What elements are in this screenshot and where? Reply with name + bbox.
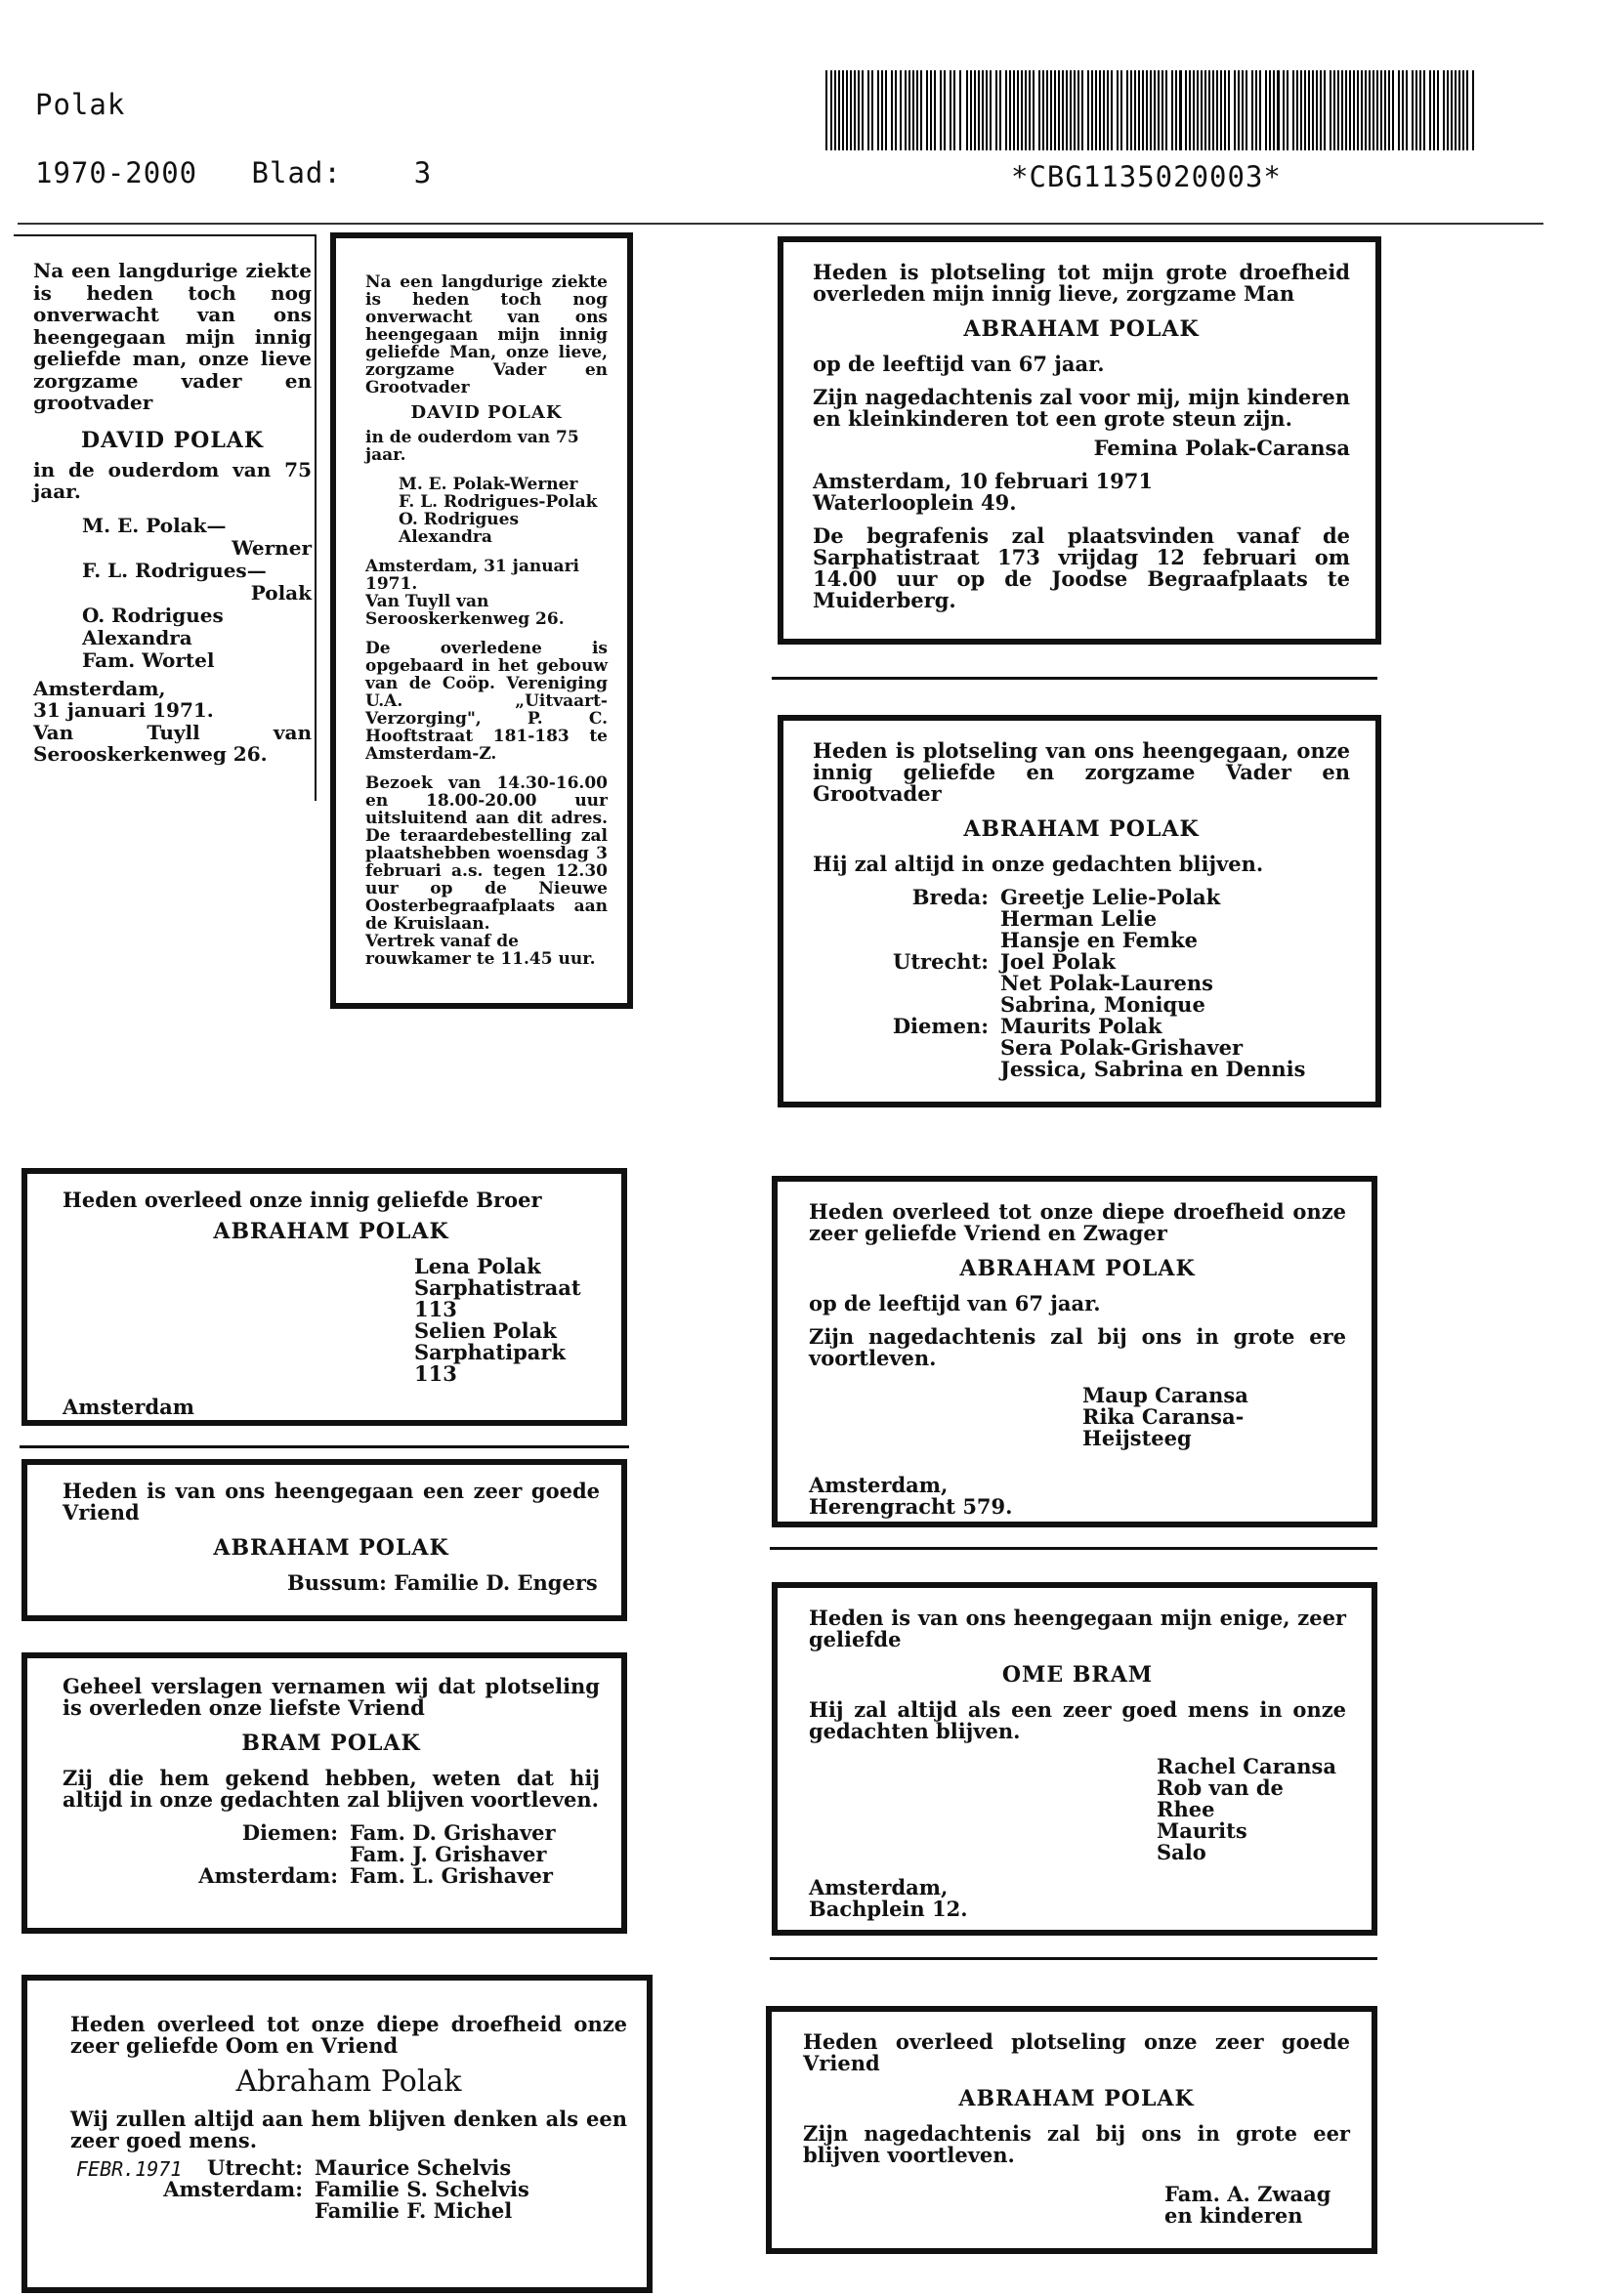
barcode-bar [970,70,972,150]
barcode-bar [930,70,932,150]
signers-list [63,1256,600,1385]
address: Bachplein 12. [809,1897,968,1921]
barcode-bar [950,70,951,150]
signers-list [809,1756,1346,1863]
barcode-bar [1429,70,1431,150]
barcode-bar [1009,70,1011,150]
signer: Fam. L. Grishaver [350,1863,553,1888]
signers-grid [27,1822,600,1887]
deceased-name: ABRAHAM POLAK [963,316,1200,342]
notice-intro: Heden overleed onze innig geliefde Broer [63,1188,542,1212]
barcode-bar [885,70,887,150]
notice-intro: Heden overleed plotseling onze zeer goede Vriend [803,2029,1350,2075]
signer: Joel Polak [1000,949,1116,974]
notice-abraham-polak-bussum [21,1459,627,1621]
barcode-bar [1308,70,1310,150]
family-list [365,476,608,546]
barcode-bar [1038,70,1040,150]
barcode-bar [1380,70,1382,150]
barcode-bar [1189,70,1191,150]
barcode-bar [1333,70,1335,150]
barcode-bar [920,70,922,150]
barcode-bar [1234,70,1236,150]
barcode-bar [877,70,879,150]
barcode-bar [926,70,928,150]
barcode-bar [1251,70,1253,150]
barcode-bar [1330,70,1331,150]
barcode-bar [834,70,836,150]
barcode-bar [1312,70,1314,150]
notice-abraham-polak-oom [21,1975,653,2293]
barcode-bar [1103,70,1105,150]
notice-abraham-polak-zwager [772,1176,1377,1527]
document-range-line [35,156,432,189]
signer-place: Breda: [911,885,989,909]
deceased-name: DAVID POLAK [80,427,264,453]
barcode-bar [912,70,914,150]
barcode-bar [934,70,936,150]
notice-abraham-polak-broer [21,1168,627,1426]
barcode-bar [1165,70,1167,150]
signer: Familie F. Michel [315,2198,513,2223]
barcode-bar [1283,70,1285,150]
signer: Sabrina, Monique [1000,992,1205,1017]
blad-number: 3 [413,156,433,189]
notice-david-polak-2 [330,232,633,1009]
family-member: Alexandra [82,625,192,649]
barcode-bar [1324,70,1326,150]
family-member: Fam. Wortel [82,647,215,672]
place: Amsterdam, [809,1473,949,1497]
barcode-bar [1111,70,1113,150]
barcode-bar [1021,70,1023,150]
signer: Maup Caransa [1082,1383,1248,1407]
divider [770,1547,1377,1550]
notice-intro: Heden overleed tot onze diepe droefheid onze zeer geliefde Oom en Vriend [70,2012,627,2058]
family-member: Werner [232,535,312,560]
address: Van Tuyll van Serooskerkenweg 26. [33,720,312,766]
barcode-bar [1451,70,1453,150]
barcode-bar [1242,70,1244,150]
signer-place: Utrecht: [207,2155,303,2180]
place-date: Amsterdam, 10 februari 1971 [813,469,1153,493]
barcode-bar [1373,70,1374,150]
barcode-bar [1447,70,1449,150]
signer: Maurice Schelvis [315,2155,512,2180]
signer: Selien Polak [414,1318,557,1343]
signer-place: Bussum: [287,1570,387,1595]
barcode-bar [1150,70,1152,150]
barcode-bar [850,70,852,150]
signer-names [350,1822,600,1865]
memory-line: Hij zal altijd als een zeer goed mens in onze gedachten blijven. [809,1697,1346,1743]
barcode-bar [1208,70,1210,150]
barcode-bar [838,70,840,150]
barcode-bar [1353,70,1355,150]
barcode-bar [871,70,873,150]
barcode-bar [1384,70,1386,150]
signer: Fam. A. Zwaag [1164,2182,1331,2206]
deceased-name: OME BRAM [1001,1662,1154,1688]
barcode-bar [966,70,968,150]
barcode-bar [1095,70,1097,150]
signer: en kinderen [1164,2203,1303,2228]
notice-intro: Na een langdurige ziekte is heden toch nog onverwacht van ons heengegaan mijn innig geliefde man, onze lieve zorgzame vader en grootvader [33,259,312,414]
barcode-bar [959,70,961,150]
barcode-bar [1402,70,1404,150]
barcode-bar [1179,70,1182,150]
divider [20,1445,629,1448]
barcode-bar [990,70,992,150]
barcode-bar [995,70,997,150]
year-range: 1970-2000 [35,156,198,189]
barcode-bar [1134,70,1136,150]
barcode-bar [1066,70,1068,150]
barcode-bar [1142,70,1144,150]
barcode-bar [1369,70,1371,150]
notice-intro: Na een langdurige ziekte is heden toch nog onverwacht van ons heengegaan mijn innig geliefde Man, onze lieve, zorgzame Vader en Grootvader [365,272,608,397]
signer: Rachel Caransa [1157,1754,1336,1778]
place: Amsterdam, [809,1875,949,1899]
place: Amsterdam [63,1395,194,1419]
barcode-bar [1376,70,1378,150]
barcode-bar [842,70,844,150]
barcode-bar [1212,70,1214,150]
barcode-bar [1349,70,1351,150]
barcode-bar [916,70,918,150]
barcode-bar [1466,70,1468,150]
memory-line: Wij zullen altijd aan hem blijven denken als een zeer goed mens. [70,2107,627,2152]
place-date: Amsterdam, 31 januari 1971. [365,557,579,594]
barcode-bar [1255,70,1257,150]
barcode-bar [1046,70,1048,150]
signer: Rika Caransa-Heijsteeg [1082,1404,1245,1450]
barcode-bar [1220,70,1222,150]
signer: Greetje Lelie-Polak [1000,885,1221,909]
barcode-bar [1013,70,1015,150]
barcode-bar [986,70,988,150]
barcode-bar [1120,70,1122,150]
barcode-bar [1277,70,1280,150]
barcode-bar [854,70,856,150]
barcode-bar [1130,70,1132,150]
family-member: Alexandra [399,527,492,547]
signer-place: Amsterdam: [163,2177,303,2201]
barcode-bar [1388,70,1390,150]
notice-ome-bram [772,1582,1377,1936]
barcode-bar [1025,70,1027,150]
barcode-bar [982,70,984,150]
family-list [33,515,312,672]
barcode-bar [1269,70,1271,150]
family-member: Polak [250,580,312,605]
signer: Maurits [1157,1818,1247,1843]
signers-list [803,2184,1350,2227]
barcode-bar [1296,70,1298,150]
barcode-bar [1458,70,1460,150]
barcode-bar [1042,70,1044,150]
barcode-bar [1472,70,1474,150]
barcode-bar [905,70,907,150]
deceased-name: ABRAHAM POLAK [213,1219,449,1244]
barcode-bar [974,70,976,150]
signer: Herman Lelie [1000,906,1158,931]
barcode-bar [1365,70,1367,150]
deceased-name: Abraham Polak [235,2065,462,2099]
memory-line: Zijn nagedachtenis zal voor mij, mijn kinderen en kleinkinderen tot een grote steun zijn. [813,385,1350,431]
signer-names [350,1865,600,1887]
signer: Familie S. Schelvis [315,2177,529,2201]
barcode-bar [1033,70,1035,150]
signer-names [1000,951,1350,1016]
barcode-bar [900,70,902,150]
barcode-bar [1054,70,1056,150]
memory-line: Zij die hem gekend hebben, weten dat hij altijd in onze gedachten zal blijven voortleven. [63,1766,600,1812]
family-member: O. Rodrigues [82,603,224,627]
family-member: M. E. Polak— [82,513,227,537]
barcode-bar [999,70,1001,150]
barcode-bar [1029,70,1031,150]
notice-intro: Heden overleed tot onze diepe droefheid onze zeer geliefde Vriend en Zwager [809,1199,1346,1245]
signers-list [809,1385,1346,1449]
signer: Fam. D. Grishaver [350,1820,556,1845]
barcode-bar [1087,70,1089,150]
barcode-bar [1162,70,1163,150]
address: Waterlooplein 49. [813,490,1017,515]
signer: Rob van de Rhee [1157,1775,1284,1821]
barcode [825,70,1478,150]
barcode-bar [895,70,897,150]
signers-grid [783,887,1350,1080]
departure-time: Vertrek vanaf de rouwkamer te 11.45 uur. [365,932,596,969]
signer-address: Sarphatistraat 113 [414,1275,581,1321]
divider [770,1957,1377,1960]
barcode-bar [1392,70,1394,150]
signer-place: Utrecht: [893,949,989,974]
notice-abraham-polak-femina [778,236,1381,645]
barcode-bar [1158,70,1160,150]
memory-line: Zijn nagedachtenis zal bij ons in grote ere voortleven. [809,1324,1346,1370]
barcode-bar [1005,70,1007,150]
barcode-bar [1077,70,1079,150]
blad-label: Blad: [251,156,342,189]
age-line: op de leeftijd van 67 jaar. [813,352,1105,376]
barcode-bar [1300,70,1302,150]
barcode-bar [1462,70,1464,150]
barcode-bar [858,70,860,150]
barcode-bar [1171,70,1173,150]
notice-intro: Heden is van ons heengegaan een zeer goede Vriend [63,1479,600,1524]
signer: Femina Polak-Caransa [1093,436,1350,460]
barcode-bar [1419,70,1421,150]
barcode-bar [1197,70,1199,150]
barcode-bar [1246,70,1247,150]
barcode-bar [881,70,883,150]
memory-line: Hij zal altijd in onze gedachten blijven. [813,852,1264,876]
barcode-bar [1146,70,1148,150]
age-line: in de ouderdom van 75 jaar. [33,457,312,503]
family-member: O. Rodrigues [399,510,520,529]
notice-bram-polak [21,1652,627,1934]
barcode-bar [1398,70,1400,150]
barcode-bar [1070,70,1072,150]
notice-abraham-polak-family [778,715,1381,1107]
signer: Fam. J. Grishaver [350,1842,547,1866]
signer-names [1000,887,1350,951]
barcode-bar [1259,70,1261,150]
family-member: F. L. Rodrigues-Polak [399,492,598,512]
family-member: M. E. Polak-Werner [399,475,578,494]
address: Herengracht 579. [809,1494,1013,1519]
barcode-bar [1423,70,1425,150]
date: 31 januari 1971. [33,698,214,722]
barcode-bar [1058,70,1060,150]
deceased-name: ABRAHAM POLAK [959,1256,1196,1281]
header-rule [18,223,1543,225]
barcode-bar [1415,70,1417,150]
barcode-bar [1138,70,1140,150]
barcode-bar [1433,70,1435,150]
document-surname: Polak [35,88,126,121]
barcode-bar [862,70,864,150]
signer: Maurits Polak [1000,1014,1162,1038]
divider [772,677,1377,680]
notice-intro: Heden is plotseling tot mijn grote droefheid overleden mijn innig lieve, zorgzame Man [813,260,1350,306]
signer: Salo [1157,1840,1206,1864]
signer-place: Diemen: [241,1820,338,1845]
barcode-bar [1154,70,1156,150]
signer-address: Sarphatipark 113 [414,1340,566,1386]
place: Amsterdam, [33,676,166,700]
deceased-name: BRAM POLAK [241,1731,421,1756]
deceased-name: DAVID POLAK [410,402,563,423]
memory-line: Zijn nagedachtenis zal bij ons in grote eer blijven voortleven. [803,2121,1350,2167]
barcode-bar [867,70,869,150]
barcode-bar [944,70,946,150]
barcode-bar [846,70,848,150]
signer: Jessica, Sabrina en Dennis [1000,1057,1306,1081]
deceased-name: ABRAHAM POLAK [213,1535,449,1561]
barcode-bar [1017,70,1019,150]
barcode-bar [953,70,955,150]
barcode-bar [1099,70,1101,150]
funeral-info: De begrafenis zal plaatsvinden vanaf de Sarphatistraat 173 vrijdag 12 februari om 14.00 uur op de Joodse Begraafplaats te Muiderberg. [813,523,1350,612]
address: Van Tuyll van Serooskerkenweg 26. [365,592,565,629]
barcode-bar [940,70,942,150]
barcode-bar [1201,70,1203,150]
age-line: in de ouderdom van 75 jaar. [365,428,579,465]
visiting-and-burial: Bezoek van 14.30-16.00 en 18.00-20.00 uur uitsluitend aan dit adres. De teraardebestelling zal plaatshebben woensdag 3 februari a.s. tegen 12.30 uur op de Nieuwe Oosterbegraafplaats aan de Kruislaan. [365,773,608,934]
barcode-bar [908,70,910,150]
barcode-bar [1361,70,1363,150]
notice-intro: Heden is plotseling van ons heengegaan, onze innig geliefde en zorgzame Vader en Grootvader [813,738,1350,806]
barcode-text: *CBG1135020003* [1011,160,1282,193]
barcode-bar [1238,70,1240,150]
signer-names [315,2157,627,2179]
signer: Familie D. Engers [394,1570,598,1595]
deceased-name: ABRAHAM POLAK [963,816,1200,842]
notice-intro: Geheel verslagen vernamen wij dat plotseling is overleden onze liefste Vriend [63,1674,600,1720]
notice-david-polak-1 [14,234,317,801]
signer-place: Amsterdam: [198,1863,338,1888]
barcode-bar [1193,70,1195,150]
deceased-name: ABRAHAM POLAK [958,2086,1195,2111]
notice-abraham-polak-zwaag [766,2006,1377,2254]
barcode-bar [1287,70,1288,150]
barcode-bar [1126,70,1128,150]
barcode-bar [1216,70,1218,150]
barcode-bar [1316,70,1318,150]
signer: Lena Polak [414,1254,541,1278]
handwritten-date: FEBR.1971 [76,2157,183,2181]
barcode-bar [1091,70,1093,150]
barcode-bar [1228,70,1230,150]
barcode-bar [1357,70,1359,150]
notice-intro: Heden is van ons heengegaan mijn enige, zeer geliefde [809,1606,1346,1651]
barcode-bar [1175,70,1177,150]
barcode-bar [1074,70,1076,150]
barcode-bar [1117,70,1119,150]
barcode-bar [1273,70,1275,150]
signer-names [1000,1016,1350,1080]
barcode-bar [1337,70,1339,150]
barcode-bar [1265,70,1267,150]
barcode-bar [825,70,827,150]
barcode-bar [1107,70,1109,150]
barcode-bar [1412,70,1414,150]
barcode-bar [1406,70,1408,150]
barcode-bar [1204,70,1206,150]
barcode-bar [1292,70,1294,150]
barcode-bar [1062,70,1064,150]
family-member: F. L. Rodrigues— [82,558,267,582]
signer: Sera Polak-Grishaver [1000,1035,1244,1060]
barcode-bar [1345,70,1347,150]
barcode-bar [1341,70,1343,150]
barcode-bar [1185,70,1187,150]
signer-place: Diemen: [892,1014,989,1038]
barcode-bar [1304,70,1306,150]
barcode-bar [1320,70,1322,150]
barcode-bar [1224,70,1226,150]
barcode-bar [1081,70,1083,150]
age-line: op de leeftijd van 67 jaar. [809,1291,1101,1315]
barcode-bar [830,70,832,150]
barcode-bar [1050,70,1052,150]
barcode-bar [978,70,980,150]
signer: Net Polak-Laurens [1000,971,1213,995]
signer-line [63,1572,600,1594]
barcode-bar [1443,70,1445,150]
barcode-bar [1455,70,1457,150]
barcode-bar [891,70,893,150]
barcode-bar [1437,70,1439,150]
lying-in-state: De overledene is opgebaard in het gebouw van de Coöp. Vereniging U.A. „Uitvaart-Verzorging", P. C. Hooftstraat 181-183 te Amsterdam-Z. [365,639,608,764]
signer: Hansje en Femke [1000,928,1199,952]
signer-names [315,2179,627,2222]
